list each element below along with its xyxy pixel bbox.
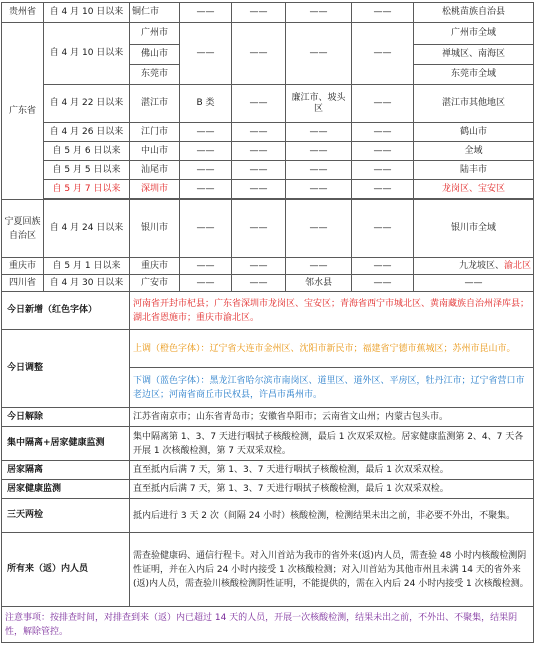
table-row: 重庆市 自 5 月 1 日以来 重庆市 —— —— —— —— 九龙坡区、渝北区 <box>2 258 534 275</box>
new-today-text: 河南省开封市杞县；广东省深圳市龙岗区、宝安区；青海省西宁市城北区、黄南藏族自治州泽库县；湖北省恩施市；重庆市渝北区。 <box>130 292 534 330</box>
province-cell: 贵州省 <box>2 3 44 23</box>
table-row <box>2 461 534 480</box>
table-row: 宁夏回族自治区 自 4 月 24 日以来 银川市 —— —— —— —— 银川市全域 <box>2 200 534 258</box>
province-cell: 宁夏回族自治区 <box>2 200 44 258</box>
table-row <box>2 292 534 330</box>
risk-area-table <box>1 2 534 643</box>
home-monitoring-label: 居家健康监测 <box>2 480 130 499</box>
table-row <box>2 408 534 427</box>
adjust-today-label: 今日调整 <box>2 330 130 408</box>
table-row <box>2 499 534 533</box>
table-row <box>2 533 534 607</box>
table-row: 自 4 月 26 日以来 江门市 —— —— —— —— 鹤山市 <box>2 123 534 142</box>
all-arrivals-label: 所有来（返）内人员 <box>2 533 130 607</box>
date-cell: 自 4 月 10 日以来 <box>44 3 130 23</box>
all-arrivals-text: 需查验健康码、通信行程卡。对入川首站为我市的省外来(返)内人员，需查验 48 小时内核酸检测阴性证明，并在入内后 24 小时内接受 1 次核酸检测；对入川首站为其他市州且未满 14 天的省外来(返)内人员，需查验川核酸检测阴性证明，不能提供的，需在入内后 24 小时内接受 1 次核酸检测。 <box>130 533 534 607</box>
table-row <box>2 607 534 643</box>
central-isolation-text: 集中隔离第 1、3、7 天进行咽拭子核酸检测，最后 1 次双采双检。居家健康监测第 2、4、7 天各开展 1 次核酸检测，第 7 天双采双检。 <box>130 427 534 461</box>
notice-text: 注意事项：按排查时间，对排查到来（返）内已超过 14 天的人员，开展一次核酸检测，结果未出之前，不外出、不聚集，结果阴性，解除管控。 <box>2 607 534 643</box>
home-isolation-text: 直至抵内后满 7 天，第 1、3、7 天进行咽拭子核酸检测，最后 1 次双采双检。 <box>130 461 534 480</box>
table-row: 贵州省 自 4 月 10 日以来 铜仁市 —— —— —— —— 松桃苗族自治县 <box>2 3 534 23</box>
home-isolation-label: 居家隔离 <box>2 461 130 480</box>
table-row: 自 5 月 7 日以来 深圳市 —— —— —— —— 龙岗区、宝安区 <box>2 180 534 199</box>
adjust-up-text: 上调（橙色字体）：辽宁省大连市金州区、沈阳市新民市；福建省宁德市蕉城区；苏州市昆山市。 <box>130 330 534 368</box>
three-days-label: 三天两检 <box>2 499 130 533</box>
province-cell: 重庆市 <box>2 258 44 275</box>
table-row: 四川省 自 4 月 30 日以来 广安市 —— —— 邻水县 —— —— <box>2 275 534 292</box>
new-today-label: 今日新增（红色字体） <box>2 292 130 330</box>
city-cell: 铜仁市 <box>130 3 180 23</box>
table-row: 东莞市 东莞市全域 <box>2 65 534 85</box>
table-row <box>2 330 534 368</box>
table-row <box>2 427 534 461</box>
table-row: 自 5 月 5 日以来 汕尾市 —— —— —— —— 陆丰市 <box>2 161 534 180</box>
table-row <box>2 480 534 499</box>
adjust-down-text: 下调（蓝色字体）：黑龙江省哈尔滨市南岗区、道里区、道外区、平房区，牡丹江市；辽宁省营口市老边区；河南省商丘市民权县，许昌市禹州市。 <box>130 368 534 408</box>
table-row: 广东省 自 4 月 10 日以来 广州市 —— —— —— —— 广州市全域 <box>2 23 534 45</box>
table-row: 自 5 月 6 日以来 中山市 —— —— —— —— 全域 <box>2 142 534 161</box>
lift-today-text: 江苏省南京市；山东省青岛市；安徽省阜阳市；云南省文山州；内蒙古包头市。 <box>130 408 534 427</box>
table-row: 佛山市 禅城区、南海区 <box>2 45 534 65</box>
three-days-text: 抵内后进行 3 天 2 次（间隔 24 小时）核酸检测，检测结果未出之前，非必要不外出，不聚集。 <box>130 499 534 533</box>
province-cell: 广东省 <box>2 23 44 200</box>
province-cell: 四川省 <box>2 275 44 292</box>
lift-today-label: 今日解除 <box>2 408 130 427</box>
central-isolation-label: 集中隔离+居家健康监测 <box>2 427 130 461</box>
date-cell: 自 4 月 10 日以来 <box>44 23 130 85</box>
home-monitoring-text: 直至抵内后满 7 天，第 1、3、7 天进行咽拭子核酸检测，最后 1 次双采双检。 <box>130 480 534 499</box>
table-row: 自 4 月 22 日以来 湛江市 B 类 —— 廉江市、坡头区 —— 湛江市其他地区 <box>2 85 534 123</box>
